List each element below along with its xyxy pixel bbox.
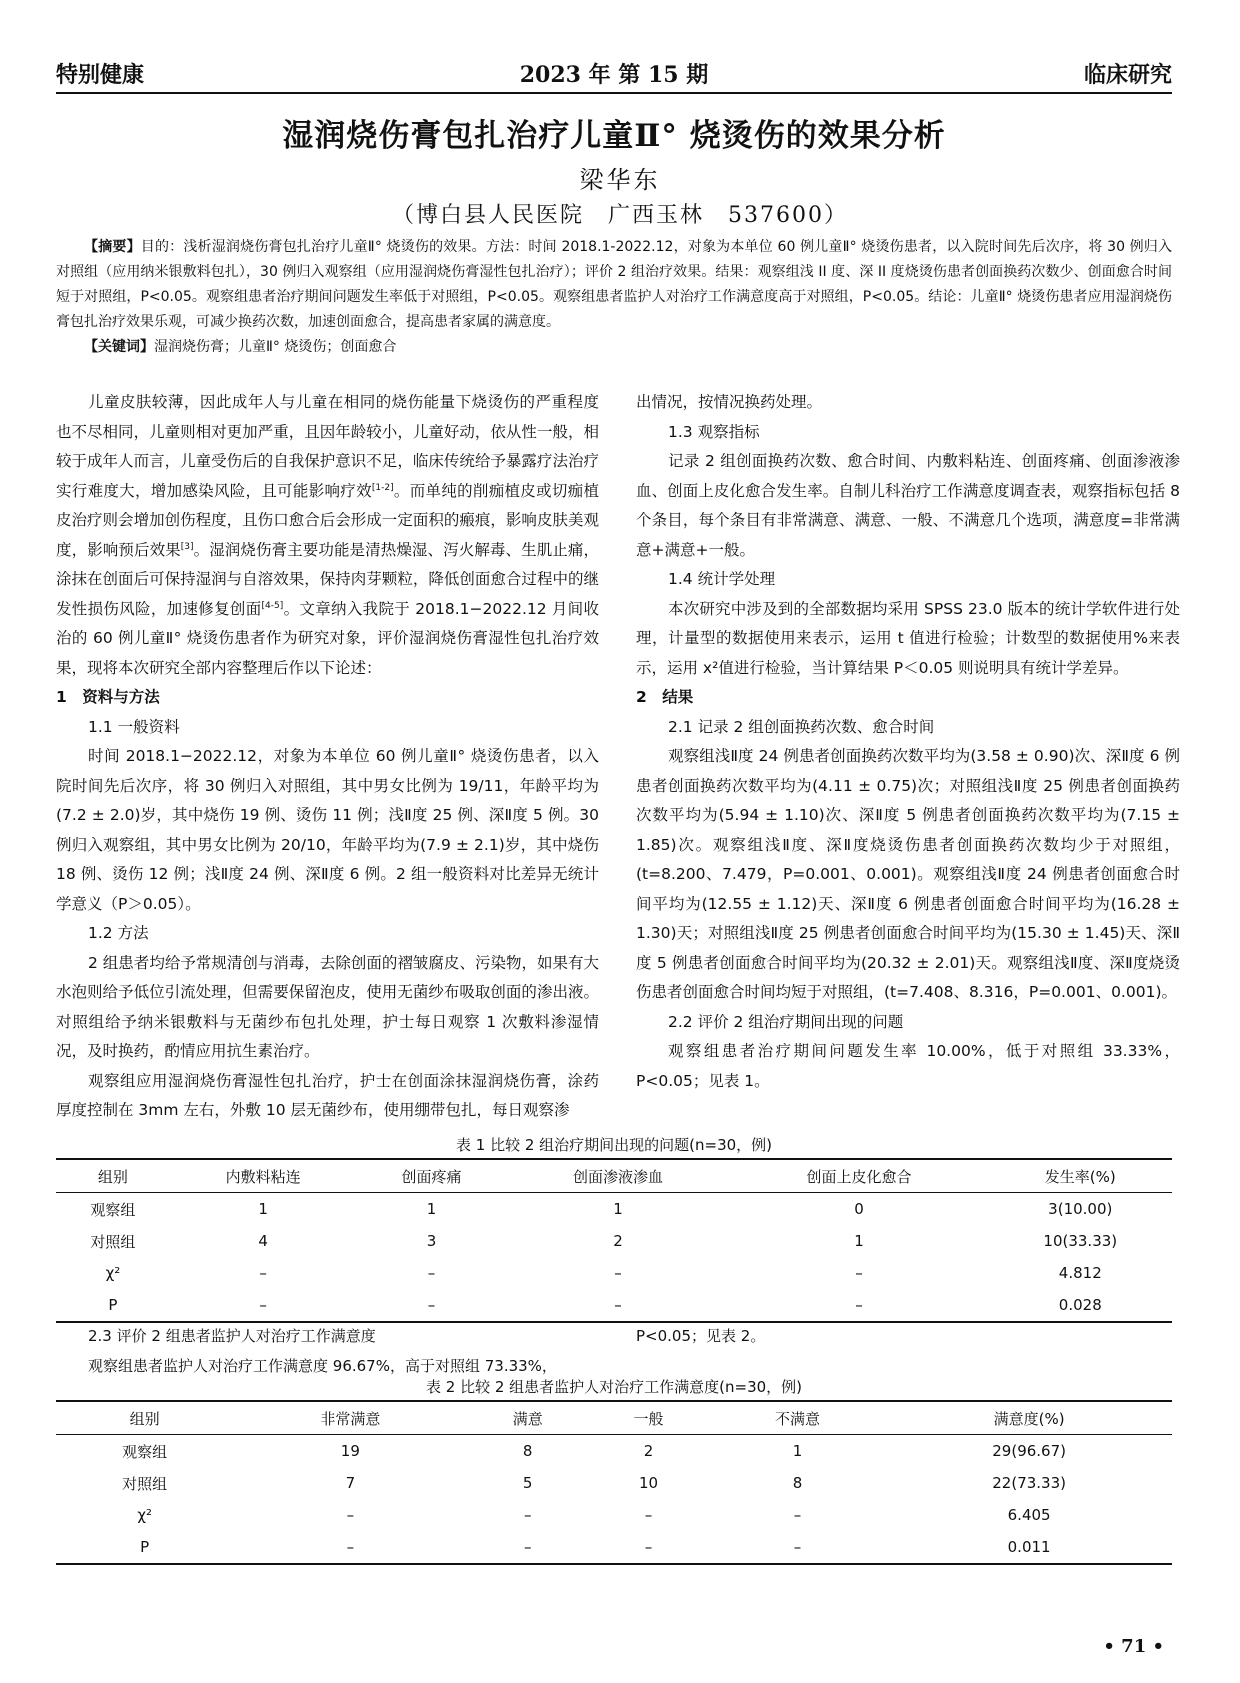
running-header [56,56,1172,94]
table-row [56,1289,1172,1322]
body-paragraph: 记录 2 组创面换药次数、愈合时间、内敷料粘连、创面疼痛、创面渗液渗血、创面上皮化愈合发生率。自制儿科治疗工作满意度调查表，观察指标包括 8 个条目，每个条目有非常满意、满意、一般、不满意几个选项，满意度=非常满意+满意+一般。 [636,452,1180,559]
citation: [3] [180,541,194,552]
table-row [56,1499,1172,1531]
table-cell: – [507,1289,730,1322]
table-cell: 2 [613,1232,623,1250]
table-cell: P [56,1531,233,1564]
citation: [4-5] [261,600,284,611]
table-header-cell: 组别 [56,1401,233,1435]
body-paragraph: 时间 2018.1−2022.12，对象为本单位 60 例儿童Ⅱ° 烧烫伤患者，以入院时间先后次序，将 30 例归入对照组，其中男女比例为 19/11，年龄平均为(7.2 ± 2.0)岁，其中烧伤 19 例、烫伤 11 例；浅Ⅱ度 25 例、深Ⅱ度 5 例。30 例归入观察组，其中男女比例为 20/10，年龄平均为(7.9 ± 2.1)岁，其中烧伤 18 例、烫伤 12 例；浅Ⅱ度 24 例、深Ⅱ度 6 例。2 组一般资料对比差异无统计学意义（P＞0.05）。 [56,747,599,913]
body-paragraph: 观察组患者治疗期间问题发生率 10.00%，低于对照组 33.33%，P<0.05；见表 1。 [636,1042,1180,1090]
table2-caption: 表 2 比较 2 组患者监护人对治疗工作满意度(n=30，例) [425,1378,803,1396]
body-paragraph: 2 组患者均给予常规清创与消毒，去除创面的褶皱腐皮、污染物，如果有大水泡则给予低位引流处理，但需要保留泡皮，使用无菌纱布吸取创面的渗出液。对照组给予纳米银敷料与无菌纱布包扎处理，护士每日观察 1 次敷料渗湿情况，及时换药，酌情应用抗生素治疗。 [56,953,599,1060]
table-header-cell: 满意度(%) [886,1401,1172,1435]
table-cell: 1 [792,1442,803,1460]
body-paragraph: 本次研究中涉及到的全部数据均采用 SPSS 23.0 版本的统计学软件进行处理，计量型的数据使用来表示，运用 t 值进行检验；计数型的数据使用%来表示，运用 x²值进行检验，当计算结果 P＜0.05 则说明具有统计学差异。 [636,599,1180,677]
table-cell: 1 [613,1200,623,1218]
table-cell: 8 [792,1474,803,1492]
subsection-heading: 1.4 统计学处理 [668,570,776,588]
table-cell: 19 [340,1442,360,1460]
table-cell: 观察组 [90,1200,136,1219]
table2 [56,1400,1172,1565]
citation: [1-2] [371,482,394,493]
table-row [56,1257,1172,1289]
table-cell: – [793,1506,802,1524]
table-cell: – [588,1531,709,1564]
table-cell: 29(96.67) [992,1442,1066,1460]
subsection-heading: 2.3 评价 2 组患者监护人对治疗工作满意度 [88,1327,376,1345]
table-cell: – [523,1506,532,1524]
keywords-label: 【关键词】 [84,339,154,355]
abstract-paragraph [56,235,1172,335]
body-text: 观察组患者监护人对治疗工作满意度 96.67%，高于对照组 73.33%， [88,1357,557,1375]
table-cell: 8 [522,1442,533,1460]
table-header-cell: 一般 [588,1401,709,1435]
table-cell: 0 [854,1200,864,1218]
table-cell: 7 [345,1474,356,1492]
table-header-cell: 创面上皮化愈合 [729,1159,988,1193]
table-cell: P [56,1289,170,1322]
abstract-block [56,235,1172,360]
section-heading: 2 结果 [636,688,694,706]
table-cell: 2 [643,1442,654,1460]
table-cell: 10(33.33) [1043,1232,1118,1250]
abstract-label: 【摘要】 [84,239,141,255]
table-cell: – [709,1531,886,1564]
abstract-text: 目的：浅析湿润烧伤膏包扎治疗儿童Ⅱ° 烧烫伤的效果。方法：时间 2018.1-2022.12，对象为本单位 60 例儿童Ⅱ° 烧烫伤患者，以入院时间先后次序，将 30 例归入对照组（应用纳米银敷料包扎），30 例归入观察组（应用湿润烧伤膏湿性包扎治疗）；评价 2 组治疗效果。结果：观察组浅 II 度、深 II 度烧烫伤患者创面换药次数少、创面愈合时间短于对照组，P<0.05。观察组患者治疗期间问题发生率低于对照组，P<0.05。观察组患者监护人对治疗工作满意度高于对照组，P<0.05。结论：儿童Ⅱ° 烧烫伤患者应用湿润烧伤膏包扎治疗效果乐观，可减少换药次数，加速创面愈合，提高患者家属的满意度。 [56,239,1172,330]
page-number: • 71 • [1103,1636,1164,1657]
table-header-cell: 不满意 [709,1401,886,1435]
subsection-heading: 1.2 方法 [88,924,149,942]
body-paragraph: 观察组浅Ⅱ度 24 例患者创面换药次数平均为(3.58 ± 0.90)次、深Ⅱ度 6 例患者创面换药次数平均为(4.11 ± 0.75)次；对照组浅Ⅱ度 25 例患者创面换药次数平均为(5.94 ± 1.10)次、深Ⅱ度 5 例患者创面换药次数平均为(7.15 ± 1.85)次。观察组浅Ⅱ度、深Ⅱ度烧烫伤患者创面换药次数均少于对照组，(t=8.200、7.479，P=0.001、0.001)。观察组浅Ⅱ度 24 例患者创面愈合时间平均为(12.55 ± 1.12)天、深Ⅱ度 6 例患者创面愈合时间平均为(16.28 ± 1.30)天；对照组浅Ⅱ度 25 例患者创面愈合时间平均为(15.30 ± 1.45)天、深Ⅱ度 5 例患者创面愈合时间平均为(20.32 ± 2.01)天。观察组浅Ⅱ度、深Ⅱ度烧烫伤患者创面愈合时间均短于对照组，(t=7.408、8.316，P=0.001、0.001)。 [636,747,1180,1001]
table-cell: – [467,1531,588,1564]
table-cell: – [855,1264,863,1282]
table-cell: 6.405 [1007,1506,1051,1524]
table-header-cell: 创面渗液渗血 [507,1159,730,1193]
subsection-heading: 2.1 记录 2 组创面换药次数、愈合时间 [668,717,935,736]
body-paragraph: 观察组应用湿润烧伤膏湿性包扎治疗，护士在创面涂抹湿润烧伤膏，涂药厚度控制在 3mm 左右，外敷 10 层无菌纱布，使用绷带包扎，每日观察渗 [56,1071,599,1119]
table-row [56,1435,1172,1468]
table-cell: 22(73.33) [992,1474,1066,1492]
subsection-heading: 1.1 一般资料 [88,717,180,736]
left-column [56,388,599,1126]
paper-title: 湿润烧伤膏包扎治疗儿童Ⅱ° 烧烫伤的效果分析 [282,118,946,154]
table-cell: 10 [638,1474,659,1492]
table-cell: 观察组 [122,1442,168,1461]
table-row [56,1193,1172,1226]
intro-paragraph: 儿童皮肤较薄，因此成年人与儿童在相同的烧伤能量下烧烫伤的严重程度也不尽相同，儿童则相对更加严重，且因年龄较小，儿童好动，依从性一般，相较于成年人而言，儿童受伤后的自我保护意识不足，临床传统给予暴露疗法治疗实行难度大，增加感染风险，且可能影响疗效[1-2]。而单纯的削痂植皮或切痂植皮治疗则会增加创伤程度，且伤口愈合后会形成一定面积的瘢痕，影响皮肤美观度，影响预后效果[3]。湿润烧伤膏主要功能是清热燥湿、泻火解毒、生肌止痛，涂抹在创面后可保持湿润与自溶效果，保持肉芽颗粒，降低创面愈合过程中的继发性损伤风险，加速修复创面[4-5]。文章纳入我院于 2018.1−2022.12 月间收治的 60 例儿童Ⅱ° 烧烫伤患者作为研究对象，评价湿润烧伤膏湿性包扎治疗效果，现将本次研究全部内容整理后作以下论述： [56,393,599,677]
table-row [56,1531,1172,1564]
table-cell: 5 [522,1474,533,1492]
right-column [636,388,1180,1096]
table-header-cell: 内敷料粘连 [170,1159,357,1193]
table-cell: 1 [426,1200,437,1218]
issue-info: 2023 年 第 15 期 [519,62,709,88]
table-cell: 3(10.00) [1048,1200,1113,1218]
journal-name: 特别健康 [56,63,145,88]
table-cell: 对照组 [122,1474,168,1493]
table-header-cell: 创面疼痛 [356,1159,506,1193]
table-header-cell: 发生率(%) [989,1159,1172,1193]
section-name: 临床研究 [1083,63,1172,88]
table-cell: – [259,1264,267,1282]
keywords-paragraph [56,335,1172,360]
table-cell: 对照组 [90,1232,136,1251]
subsection-heading: 1.3 观察指标 [668,422,760,441]
table-header-cell: 组别 [56,1159,170,1193]
table-cell: – [346,1506,355,1524]
table-cell: 1 [854,1232,864,1250]
affiliation: （博白县人民医院 广西玉林 537600） [392,203,848,228]
table-row [56,1225,1172,1257]
table-cell: – [356,1289,506,1322]
author-name: 梁华东 [579,166,661,194]
table-cell: 0.028 [989,1289,1172,1322]
table-cell: 4 [258,1232,268,1250]
table-cell: – [729,1289,988,1322]
table-cell: 4.812 [1058,1264,1102,1282]
table-cell: χ² [137,1506,153,1524]
body-text: P<0.05；见表 2。 [636,1327,766,1345]
table-cell: – [614,1264,622,1282]
table-row [56,1467,1172,1499]
subsection-heading: 2.2 评价 2 组治疗期间出现的问题 [668,1012,904,1031]
table-cell: 3 [426,1232,437,1250]
table-cell: – [644,1506,653,1524]
table1 [56,1158,1172,1323]
table1-caption: 表 1 比较 2 组治疗期间出现的问题(n=30，例) [455,1136,773,1154]
table-header-cell: 非常满意 [233,1401,467,1435]
keywords-text: 湿润烧伤膏；儿童Ⅱ° 烧烫伤；创面愈合 [154,339,397,355]
body-paragraph: 出情况，按情况换药处理。 [636,393,823,411]
table-cell: 1 [258,1200,268,1218]
table-cell: 0.011 [886,1531,1172,1564]
table-cell: – [170,1289,357,1322]
table-cell: – [233,1531,467,1564]
section-heading: 1 资料与方法 [56,688,160,706]
table-cell: – [427,1264,436,1282]
table-cell: χ² [105,1264,121,1282]
table-header-cell: 满意 [467,1401,588,1435]
